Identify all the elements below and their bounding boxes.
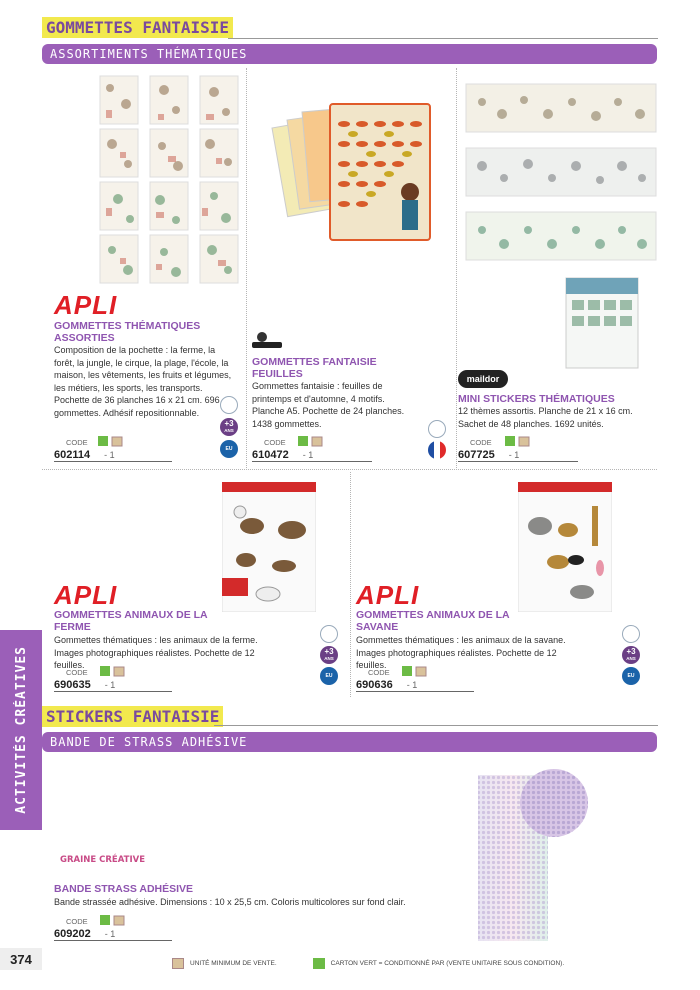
brand-logo-apli: APLI: [54, 580, 118, 610]
eu-icon: EU: [320, 667, 338, 685]
carton-green-icon: [313, 958, 325, 969]
product-code: 602114: [54, 448, 91, 461]
age-badge: +3 ANS: [622, 646, 640, 664]
sidebar-tab: [0, 630, 42, 830]
eco-icon: [320, 625, 338, 643]
divider: [214, 725, 658, 726]
badges: [428, 420, 446, 459]
section-title-gommettes: [42, 18, 233, 38]
product-title: GOMMETTES ANIMAUX DE LA FERME: [54, 609, 208, 633]
product-description: Gommettes thématiques : les animaux de la ferme. Images photographiques réalistes. Pochette de 12 feuilles.: [54, 635, 258, 670]
product-image-feuilles: [252, 96, 436, 244]
product-code: 690635: [54, 678, 91, 691]
product-qty: - 1: [302, 449, 314, 460]
age-badge: +3 ANS: [220, 418, 238, 436]
product-title: GOMMETTES THÉMATIQUES ASSORTIES: [54, 320, 201, 344]
badges: [320, 625, 338, 685]
divider: [228, 38, 658, 39]
badges: [220, 396, 238, 458]
product-title: GOMMETTES FANTAISIE FEUILLES: [252, 356, 377, 380]
product-image-ferme: [222, 482, 316, 612]
product-qty: - 1: [104, 928, 116, 939]
divider: [350, 472, 351, 697]
legend-unit: UNITÉ MINIMUM DE VENTE.: [190, 960, 277, 967]
sidebar-label: ACTIVITÉS CRÉATIVES: [13, 646, 29, 814]
product-title: BANDE STRASS ADHÉSIVE: [54, 883, 194, 895]
brand-logo-apli: APLI: [356, 580, 420, 610]
product-code-row: [54, 678, 172, 692]
product-code-row: [54, 927, 172, 941]
product-code-row: [54, 448, 172, 462]
subsection-title: ASSORTIMENTS THÉMATIQUES: [50, 47, 248, 61]
product-description: 12 thèmes assortis. Planche de 21 x 16 cm. Sachet de 48 planches. 1692 unités.: [458, 406, 633, 429]
code-label: CODE: [66, 438, 88, 447]
eco-icon: [220, 396, 238, 414]
divider: [246, 68, 247, 468]
section-title-stickers: [42, 707, 223, 727]
section-title-text: STICKERS FANTAISIE: [42, 706, 223, 727]
product-image-thematiques: [98, 74, 240, 286]
carton-brown-icon: [172, 958, 184, 969]
code-label: CODE: [66, 917, 88, 926]
code-label: CODE: [66, 668, 88, 677]
product-description: Gommettes thématiques : les animaux de la savane. Images photographiques réalistes. Pochette de 12 feuilles.: [356, 635, 566, 670]
code-label: CODE: [368, 668, 390, 677]
product-code: 610472: [252, 448, 289, 461]
product-qty: - 1: [406, 679, 418, 690]
code-label: CODE: [264, 438, 286, 447]
product-qty: - 1: [508, 449, 520, 460]
product-code-row: [458, 448, 578, 462]
product-code: 690636: [356, 678, 393, 691]
product-description: Bande strassée adhésive. Dimensions : 10 x 25,5 cm. Coloris multicolores sur fond clair.: [54, 897, 406, 907]
subsection-title: BANDE DE STRASS ADHÉSIVE: [50, 735, 248, 749]
product-code: 607725: [458, 448, 495, 461]
eu-icon: EU: [220, 440, 238, 458]
product-code-row: [252, 448, 372, 462]
brand-logo-apli: APLI: [54, 290, 118, 320]
product-code-row: [356, 678, 474, 692]
product-image-strass: [476, 765, 590, 943]
brand-logo-cleopatre: [252, 330, 286, 350]
product-title: GOMMETTES ANIMAUX DE LA SAVANE: [356, 609, 510, 633]
product-description: Gommettes fantaisie : feuilles de printemps et d'automne, 4 motifs. Planche A5. Pochette de 24 planches. 1438 gommettes.: [252, 381, 405, 429]
eu-icon: EU: [622, 667, 640, 685]
french-flag-icon: [428, 441, 446, 459]
product-qty: - 1: [104, 449, 115, 460]
section-title-text: GOMMETTES FANTAISIE: [42, 17, 233, 38]
divider: [456, 68, 457, 468]
product-image-mini-stickers: [462, 74, 658, 374]
divider: [42, 469, 657, 470]
eco-icon: [428, 420, 446, 438]
product-description: Composition de la pochette : la ferme, la forêt, la jungle, le cirque, la plage, l'école, la maison, les vêtements, les fruits et légumes, les métiers, les sports, les transports. Pochette de 36 planches 16 x 21 cm. 696 gommettes. Adhésif repositionnable.: [54, 345, 232, 418]
product-image-savane: [518, 482, 612, 612]
legend: [172, 958, 564, 969]
product-qty: - 1: [104, 679, 116, 690]
brand-logo-graine-creative: GRAINE CRÉATIVE: [60, 855, 145, 865]
legend-carton: CARTON VERT = CONDITIONNÉ PAR (VENTE UNITAIRE SOUS CONDITION).: [330, 960, 565, 967]
subsection-bar: [42, 732, 657, 752]
product-title: MINI STICKERS THÉMATIQUES: [458, 393, 615, 405]
brand-logo-maildor: maildor: [458, 370, 508, 388]
age-badge: +3 ANS: [320, 646, 338, 664]
product-code: 609202: [54, 927, 91, 940]
page-number: 374: [0, 948, 42, 970]
code-label: CODE: [470, 438, 492, 447]
eco-icon: [622, 625, 640, 643]
badges: [622, 625, 640, 685]
subsection-bar: [42, 44, 657, 64]
